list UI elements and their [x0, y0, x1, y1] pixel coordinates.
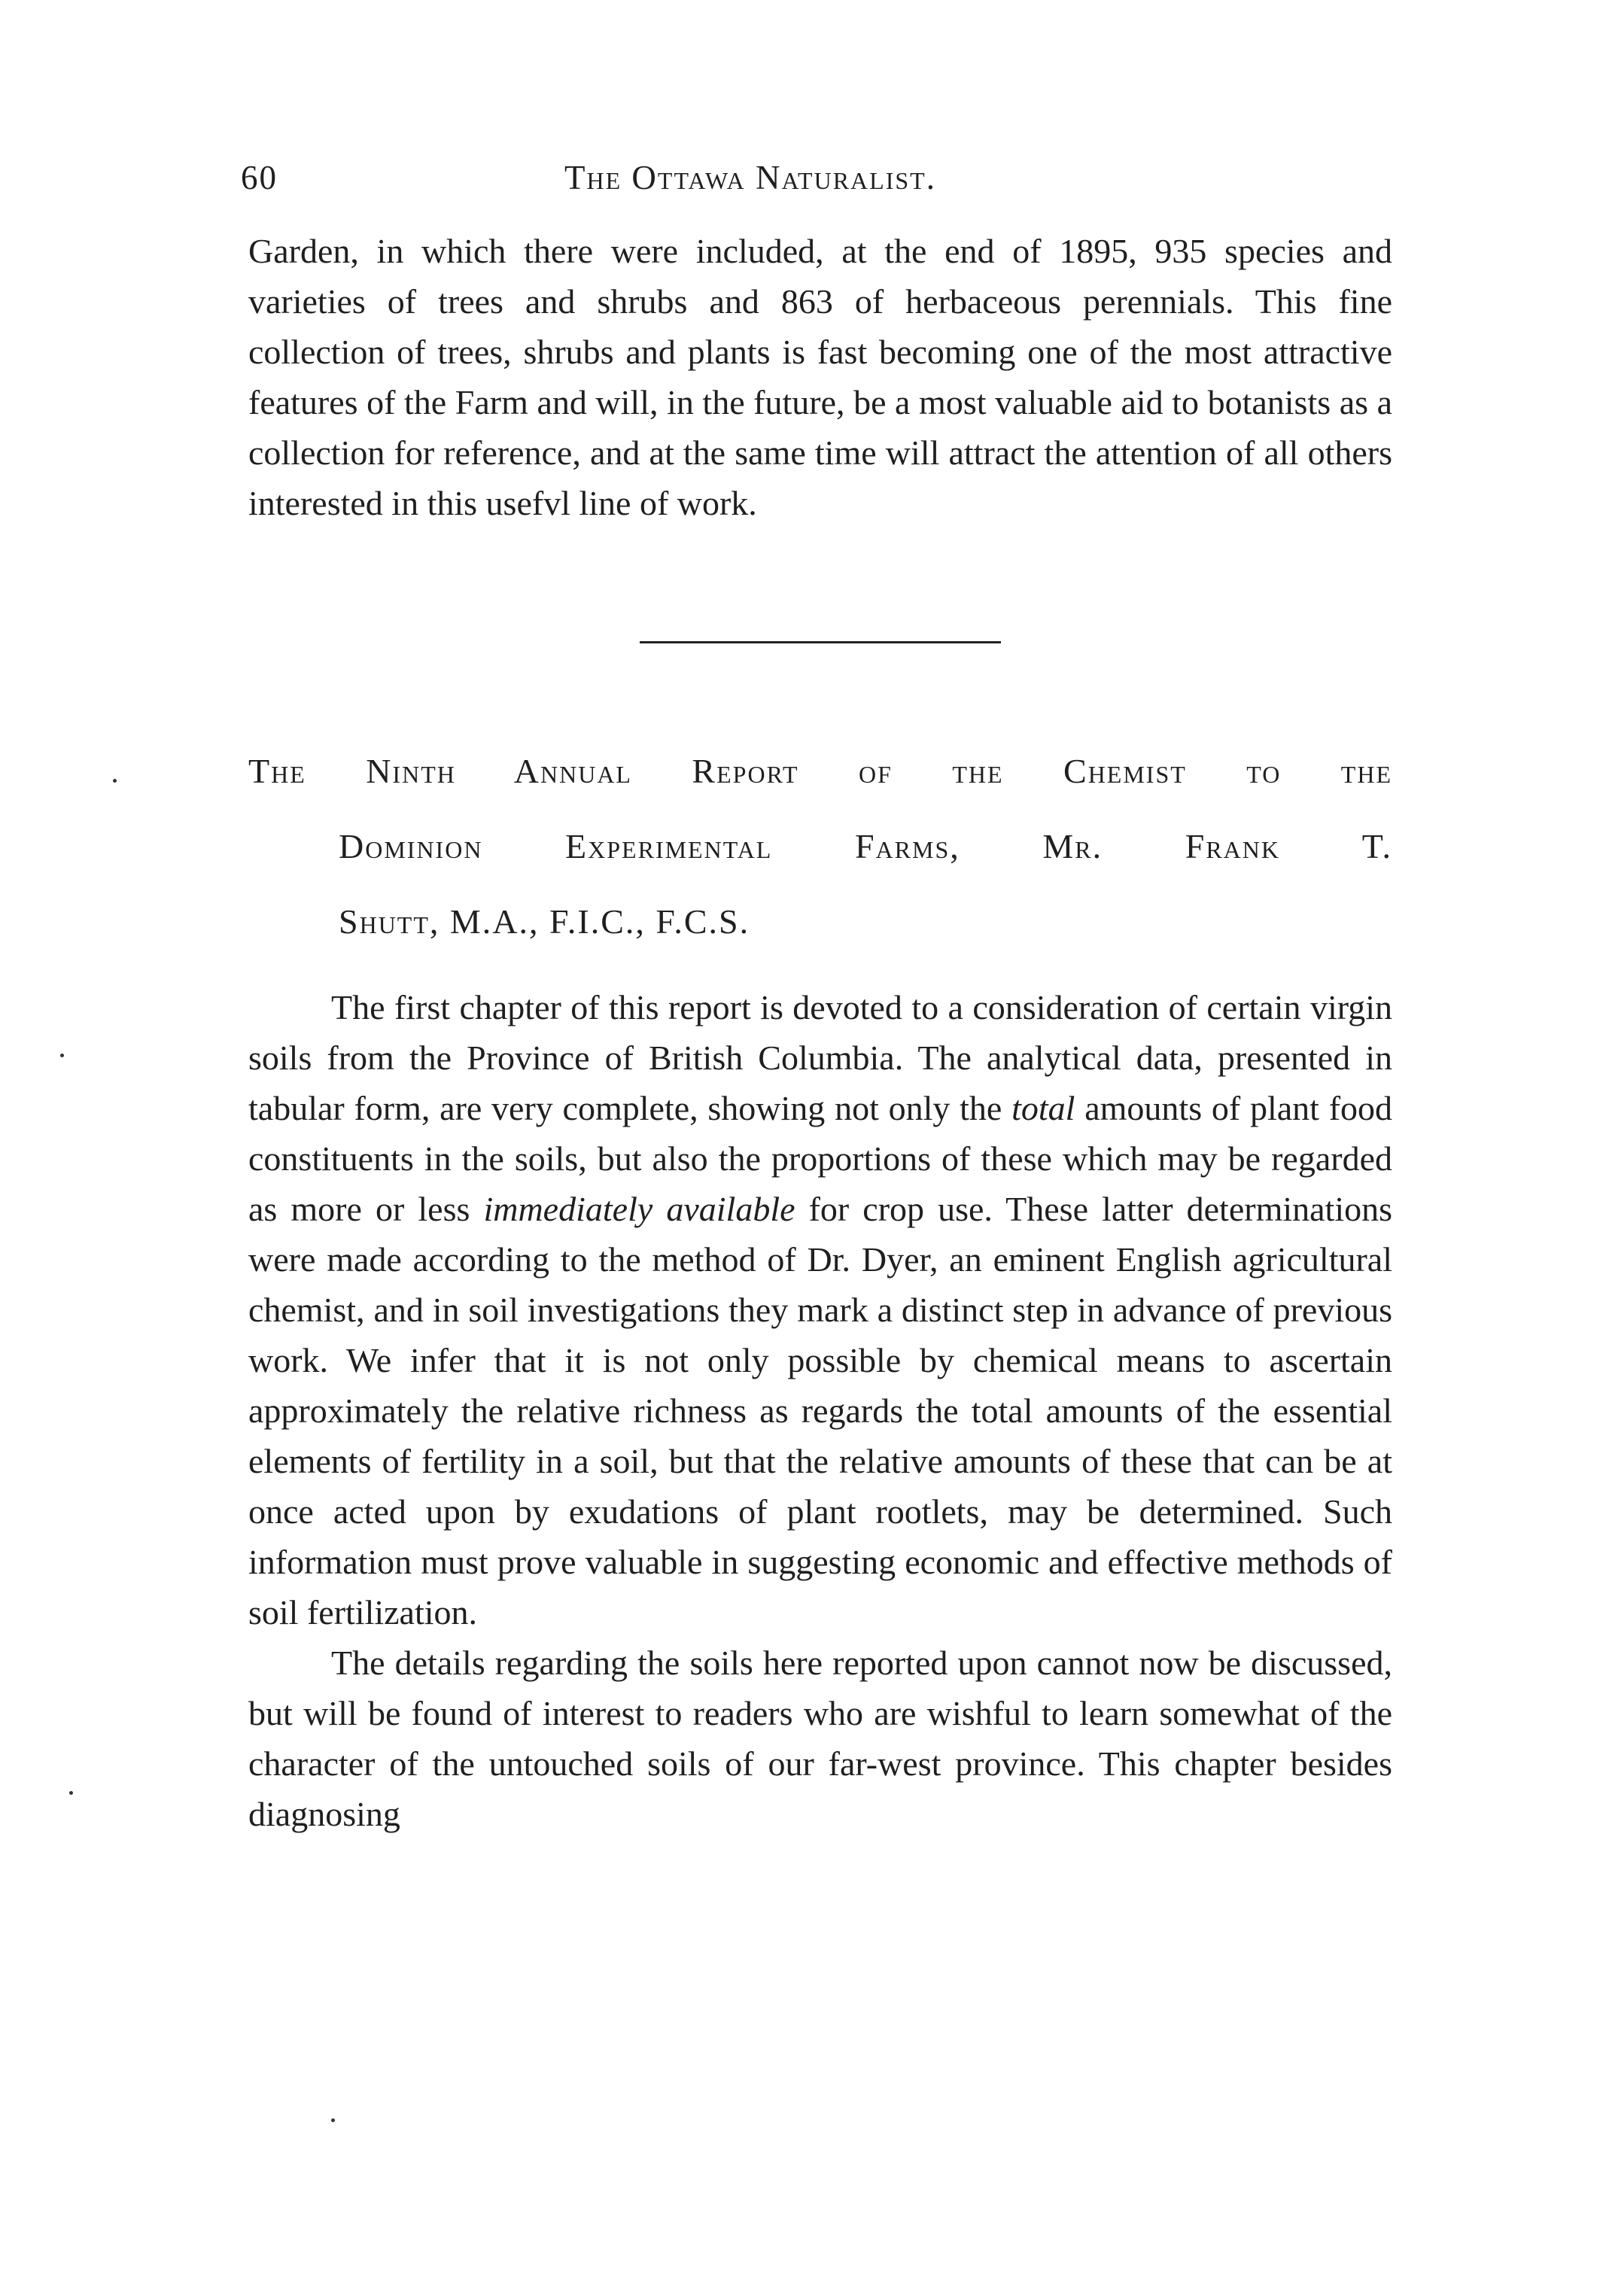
body-paragraph-2: The details regarding the soils here reported upon cannot now be discussed, but will be found of interest to readers who are wishful to learn somewhat of the character of the untouched soils of our far-west province. This chapter besides diagnosing [248, 1644, 1392, 1833]
article-title [248, 734, 1392, 959]
margin-mark [331, 2118, 335, 2122]
margin-mark [113, 779, 117, 783]
page [241, 143, 1393, 1839]
italic-immediately-available: immediately available [483, 1190, 795, 1228]
article-title-line-2: Dominion Experimental Farms, Mr. Frank T. [339, 827, 1392, 865]
paragraph-1-text-c: for crop use. These latter determinations were made according to the method of Dr. Dyer, an eminent English agricultural chemist, and in soil investigations they mark a distinct step in advance of previous work. We infer that it is not only possible by chemical means to ascertain approximately the relative richness as regards the total amounts of the essential elements of fertility in a soil, but that the relative amounts of these that can be at once acted upon by exudations of plant rootlets, may be determined. Such information must prove valuable in suggesting economic and effective methods of soil fertilization. [248, 1190, 1393, 1632]
margin-mark [69, 1791, 73, 1795]
article-title-line-3: Shutt, M.A., F.I.C., F.C.S. [339, 902, 750, 941]
intro-paragraph: Garden, in which there were included, at the end of 1895, 935 species and varieties of trees and shrubs and 863 of herbaceous perennials. This fine collection of trees, shrubs and plants is fast becoming one of the most attractive features of the Farm and will, in the future, be a most valuable aid to botanists as a collection for reference, and at the same time will attract the attention of all others interested in this usefvl line of work. [248, 232, 1392, 522]
margin-mark [60, 1054, 64, 1057]
body-paragraph-1 [248, 982, 1392, 1638]
italic-total: total [1011, 1089, 1075, 1127]
paragraph-1-text-b: amounts of plant food constituents in the soils, but also the proportions of these which may be regarded as more or less [248, 1089, 1393, 1228]
page-number: 60 [241, 159, 278, 196]
article-title-line-1: The Ninth Annual Report of the Chemist to the [248, 752, 1392, 790]
journal-title: The Ottawa Naturalist. [564, 159, 936, 196]
running-head [241, 143, 1392, 211]
section-divider [640, 641, 1001, 643]
paragraph-1-text-a: The first chapter of this report is devoted to a consideration of certain virgin soils from the Province of British Columbia. The analytical data, presented in tabular form, are very complete, showing not only the [248, 988, 1392, 1127]
